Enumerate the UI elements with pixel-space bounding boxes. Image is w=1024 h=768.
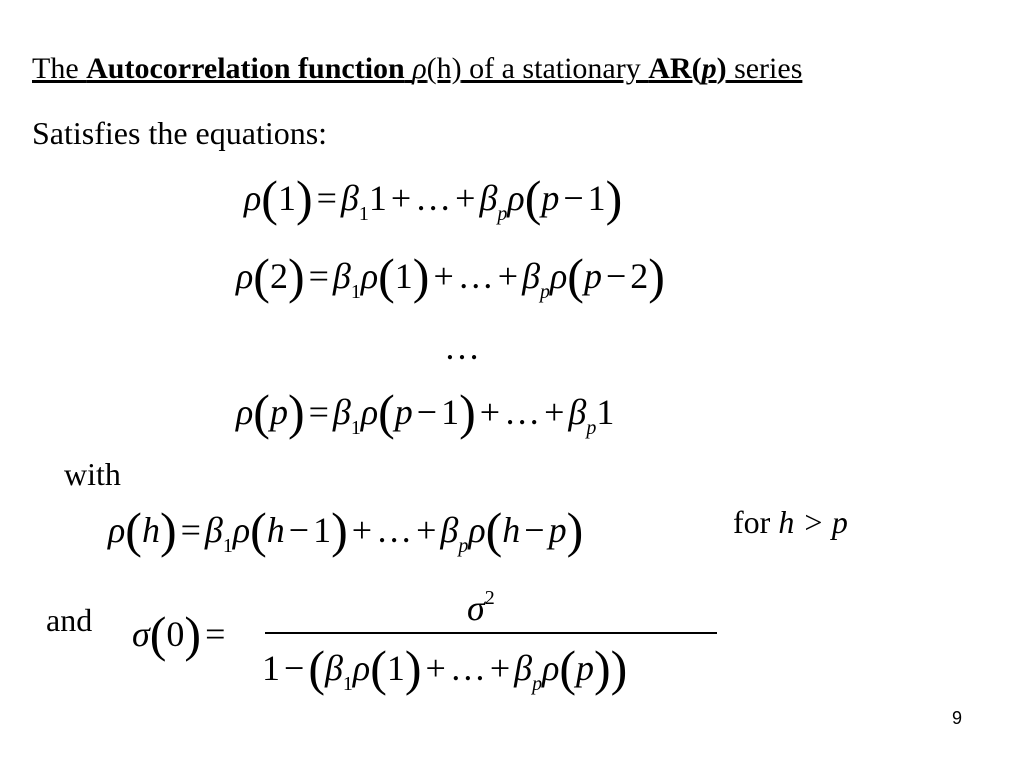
condition-text: for h > p [733,504,848,540]
equation-rho-p: $\rho(p) = \beta_1\rho(p - 1)$ + … + $\beta_p1$ [236,384,615,440]
page-number: 9 [952,708,963,728]
slide-title: The Autocorrelation function ρ(h) of a stationary AR(p) series [32,52,803,85]
fraction-bar [265,632,717,634]
and-label: and [46,602,93,638]
fraction-denominator: $1 -(\beta_1\rho(1)$ + … + $\beta_p\rho(p)$) [262,640,628,696]
with-label: with [64,456,121,492]
equation-rho-h: $\rho(h) = \beta_1\rho(h - 1)$ + … + $\beta_p\rho(h - p)$ [108,502,584,558]
equation-rho-2: $\rho(2) = \beta_1\rho(1)$ + … + $\beta_p\rho(p - 2)$ [236,248,665,304]
equation-rho-1: $\rho(1) = \beta_11$ + … + $\beta_p\rho(p - 1)$ [244,170,623,226]
intro-text: Satisfies the equations: [32,115,328,151]
equation-sigma-0-lhs: σ(0) = [132,606,226,662]
fraction-numerator: $\sigma^2$ [467,587,495,628]
vertical-ellipsis: … [444,327,480,367]
